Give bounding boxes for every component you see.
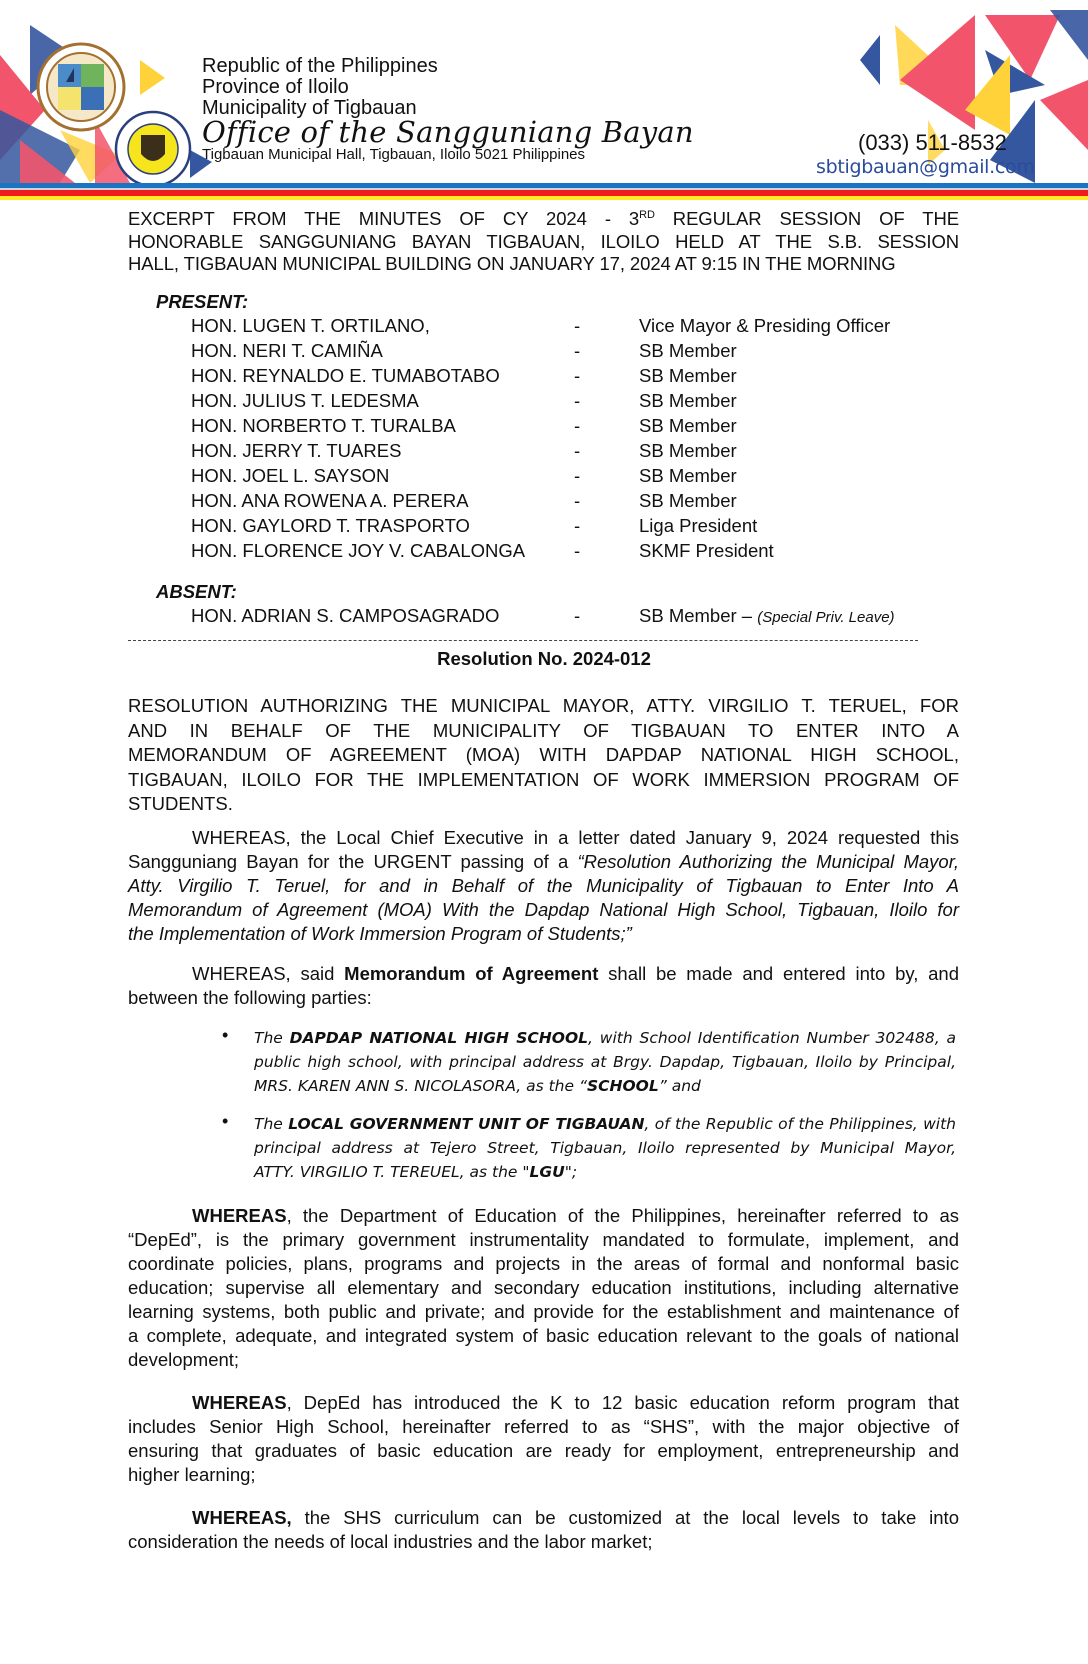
- party-alias: LGU: [529, 1163, 565, 1181]
- para-line: between the following parties:: [128, 987, 372, 1008]
- position-text: SB Member –: [639, 605, 758, 626]
- dashed-divider: [128, 640, 918, 641]
- separator-dash: -: [574, 465, 581, 486]
- title-line: RESOLUTION AUTHORIZING THE MUNICIPAL MAYOR, ATTY. VIRGILIO T. TERUEL, FOR: [128, 695, 959, 716]
- letterhead-email[interactable]: sbtigbauan@gmail.com: [816, 156, 1035, 178]
- member-name: HON. JULIUS T. LEDESMA: [191, 390, 419, 411]
- quoted-title: “Resolution Authorizing the Municipal Mayor,: [577, 851, 959, 872]
- member-position: SB Member: [639, 440, 737, 461]
- para-line: coordinate policies, plans, programs and projects in the areas of formal and nonformal basic: [128, 1253, 959, 1274]
- letterhead-text: [202, 56, 694, 163]
- para-text: Sangguniang Bayan for the URGENT passing of a: [128, 851, 578, 872]
- party-name: DAPDAP NATIONAL HIGH SCHOOL: [289, 1029, 589, 1047]
- attendance-row: [191, 465, 991, 490]
- excerpt-line: HALL, TIGBAUAN MUNICIPAL BUILDING ON JANUARY 17, 2024 AT 9:15 IN THE MORNING: [128, 253, 896, 274]
- member-name: HON. REYNALDO E. TUMABOTABO: [191, 365, 500, 386]
- party-text: , of the Republic of the Philippines, with: [644, 1115, 956, 1133]
- party-text: , with School Identification Number 302488, a: [588, 1029, 956, 1047]
- whereas-paragraph-1: [128, 826, 959, 946]
- member-name: HON. GAYLORD T. TRASPORTO: [191, 515, 470, 536]
- member-name: HON. NERI T. CAMIÑA: [191, 340, 383, 361]
- separator-dash: -: [574, 315, 581, 336]
- attendance-row: [191, 415, 991, 440]
- ordinal-suffix: RD: [639, 208, 655, 221]
- party-name: LOCAL GOVERNMENT UNIT OF TIGBAUAN: [288, 1115, 645, 1133]
- bullet-icon: •: [222, 1025, 229, 1045]
- attendance-row: [191, 340, 991, 365]
- para-line: learning systems, both public and private; and provide for the establishment and maintenance of: [128, 1301, 959, 1322]
- para-line: “DepEd”, is the primary government instrumentality mandated to formulate, implement, and: [128, 1229, 959, 1250]
- whereas-keyword: WHEREAS,: [192, 1507, 292, 1528]
- decor-triangle: [1040, 80, 1088, 150]
- member-position: SB Member: [639, 390, 737, 411]
- minutes-excerpt-heading: [128, 208, 959, 276]
- absent-label: ABSENT:: [156, 581, 237, 602]
- para-line: ensuring that graduates of basic education are ready for employment, entrepreneurship and: [128, 1440, 959, 1461]
- whereas-keyword: WHEREAS: [192, 1392, 287, 1413]
- party-line: public high school, with principal address at Brgy. Dapdap, Tigbauan, Iloilo by Principal,: [254, 1053, 956, 1071]
- separator-dash: -: [574, 415, 581, 436]
- whereas-paragraph-4: [128, 1391, 959, 1487]
- letterhead-province: Province of Iloilo: [202, 76, 349, 98]
- quoted-title: Atty. Virgilio T. Teruel, for and in Behalf of the Municipality of Tigbauan to Enter Into A: [128, 875, 959, 896]
- moa-emphasis: Memorandum of Agreement: [344, 963, 599, 984]
- para-line: education; supervise all elementary and secondary education institutions, including alternative: [128, 1277, 959, 1298]
- separator-dash: -: [574, 605, 581, 626]
- member-position: SB Member: [639, 415, 737, 436]
- member-position: Vice Mayor & Presiding Officer: [639, 315, 891, 336]
- member-position: [639, 605, 895, 627]
- party-alias: SCHOOL: [586, 1077, 659, 1095]
- member-name: HON. NORBERTO T. TURALBA: [191, 415, 456, 436]
- letterhead-phone: (033) 511-8532: [858, 130, 1007, 155]
- attendance-row: [191, 515, 991, 540]
- resolution-title: [128, 694, 959, 817]
- excerpt-line: EXCERPT FROM THE MINUTES OF CY 2024 - 3: [128, 208, 640, 229]
- whereas-paragraph-2: [128, 962, 959, 1010]
- member-name: HON. LUGEN T. ORTILANO,: [191, 315, 430, 336]
- letterhead-office: Office of the Sangguniang Bayan: [202, 115, 694, 149]
- attendance-row: [191, 440, 991, 465]
- excerpt-line: HONORABLE SANGGUNIANG BAYAN TIGBAUAN, ILOILO HELD AT THE S.B. SESSION: [128, 230, 959, 252]
- separator-dash: -: [574, 440, 581, 461]
- member-name: HON. JERRY T. TUARES: [191, 440, 402, 461]
- para-line: includes Senior High School, hereinafter referred to as “SHS”, with the major objective of: [128, 1416, 959, 1437]
- municipality-seal-icon: [36, 42, 126, 132]
- member-name: HON. ADRIAN S. CAMPOSAGRADO: [191, 605, 500, 626]
- member-name: HON. FLORENCE JOY V. CABALONGA: [191, 540, 526, 561]
- separator-dash: -: [574, 490, 581, 511]
- title-line: STUDENTS.: [128, 793, 233, 814]
- separator-dash: -: [574, 365, 581, 386]
- member-position: SKMF President: [639, 540, 774, 561]
- attendance-row-absent: [191, 605, 991, 630]
- letterhead-address: Tigbauan Municipal Hall, Tigbauan, Iloilo 5021 Philippines: [202, 146, 586, 163]
- bullet-icon: •: [222, 1111, 229, 1131]
- attendance-row: [191, 490, 991, 515]
- party-text: ” and: [658, 1077, 701, 1095]
- member-name: HON. ANA ROWENA A. PERERA: [191, 490, 469, 511]
- para-text: , the Department of Education of the Philippines, hereinafter referred to as: [286, 1205, 959, 1226]
- party-text: MRS. KAREN ANN S. NICOLASORA, as the “: [254, 1077, 587, 1095]
- separator-dash: -: [574, 340, 581, 361]
- para-line: higher learning;: [128, 1464, 256, 1485]
- attendance-row: [191, 390, 991, 415]
- attendance-row: [191, 365, 991, 390]
- separator-dash: -: [574, 540, 581, 561]
- party-text: ";: [564, 1163, 578, 1181]
- para-text: , DepEd has introduced the K to 12 basic education reform program that: [286, 1392, 959, 1413]
- whereas-keyword: WHEREAS: [192, 1205, 287, 1226]
- party-text: The: [254, 1029, 290, 1047]
- title-line: AND IN BEHALF OF THE MUNICIPALITY OF TIGBAUAN TO ENTER INTO A: [128, 719, 959, 741]
- excerpt-line: REGULAR SESSION OF THE: [654, 208, 959, 229]
- member-position: SB Member: [639, 465, 737, 486]
- decor-triangle: [860, 35, 880, 85]
- para-line: a complete, adequate, and integrated system of basic education relevant to the goals of national: [128, 1325, 959, 1346]
- para-text: shall be made and entered into by, and: [598, 963, 960, 984]
- para-line: WHEREAS, the Local Chief Executive in a letter dated January 9, 2024 requested this: [192, 827, 959, 848]
- whereas-paragraph-5: [128, 1506, 959, 1554]
- letterhead-republic: Republic of the Philippines: [202, 55, 438, 77]
- member-position: SB Member: [639, 490, 737, 511]
- party-school: [254, 1026, 956, 1098]
- quoted-title: the Implementation of Work Immersion Program of Students;”: [128, 923, 632, 944]
- attendance-row: [191, 540, 991, 565]
- party-line: principal address at Tejero Street, Tigbauan, Iloilo represented by Municipal Mayor,: [254, 1139, 956, 1157]
- member-name: HON. JOEL L. SAYSON: [191, 465, 390, 486]
- whereas-paragraph-3: [128, 1204, 959, 1372]
- present-label: PRESENT:: [156, 291, 249, 312]
- para-line: consideration the needs of local industries and the labor market;: [128, 1531, 653, 1552]
- member-position: Liga President: [639, 515, 758, 536]
- sangguniang-bayan-seal-icon: [114, 110, 192, 188]
- member-position: SB Member: [639, 340, 737, 361]
- para-line: development;: [128, 1349, 240, 1370]
- letterhead-municipality: Municipality of Tigbauan: [202, 97, 417, 119]
- stripe-yellow: [0, 196, 1088, 200]
- title-line: TIGBAUAN, ILOILO FOR THE IMPLEMENTATION OF WORK IMMERSION PROGRAM OF: [128, 768, 959, 790]
- party-text: ATTY. VIRGILIO T. TEREUEL, as the ": [254, 1163, 530, 1181]
- separator-dash: -: [574, 515, 581, 536]
- party-text: The: [254, 1115, 289, 1133]
- resolution-number: Resolution No. 2024-012: [437, 648, 651, 669]
- member-position: SB Member: [639, 365, 737, 386]
- attendance-row: [191, 315, 991, 340]
- quoted-title: Memorandum of Agreement (MOA) With the Dapdap National High School, Tigbauan, Iloilo for: [128, 899, 959, 920]
- leave-note: (Special Priv. Leave): [757, 609, 895, 626]
- party-lgu: [254, 1112, 956, 1184]
- decor-triangle: [900, 15, 975, 130]
- title-line: MEMORANDUM OF AGREEMENT (MOA) WITH DAPDAP NATIONAL HIGH SCHOOL,: [128, 744, 959, 765]
- decor-triangle: [140, 60, 165, 95]
- separator-dash: -: [574, 390, 581, 411]
- para-text: WHEREAS, said: [192, 963, 345, 984]
- para-text: the SHS curriculum can be customized at the local levels to take into: [291, 1507, 959, 1528]
